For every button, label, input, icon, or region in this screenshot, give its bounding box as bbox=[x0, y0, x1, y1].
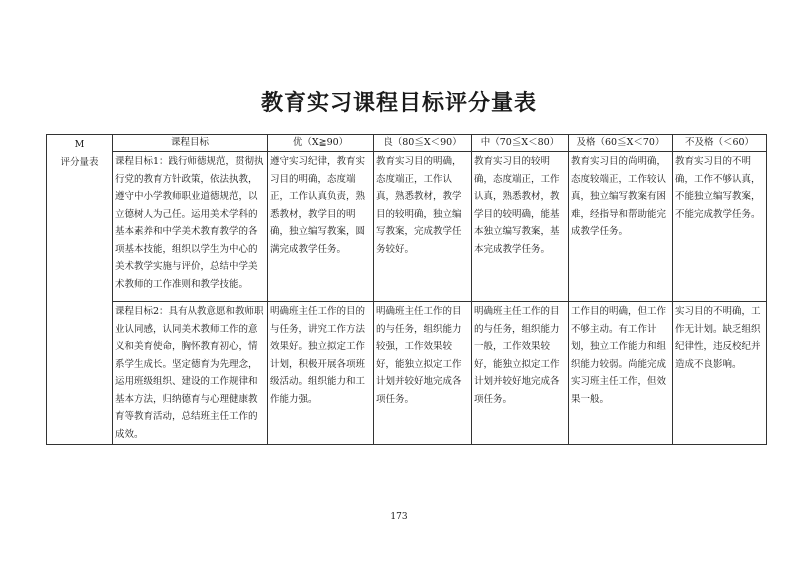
pass-cell: 工作目的明确，但工作不够主动。有工作计划，独立工作能力和组织能力较弱。尚能完成实习班主任工作，但效果一般。 bbox=[569, 302, 673, 445]
fair-cell: 明确班主任工作的目的与任务，组织能力一般，工作效果较好，能独立拟定工作计划并较好地完成各项任务。 bbox=[472, 302, 569, 445]
side-label-code: M bbox=[74, 139, 85, 150]
rubric-table bbox=[46, 134, 767, 445]
header-fair: 中（70≦X＜80） bbox=[472, 135, 569, 152]
objective-cell: 课程目标1：践行师德规范，贯彻执行党的教育方针政策，依法执教，遵守中小学教师职业道德规范，以立德树人为己任。运用美术学科的基本素养和中学美术教育教学的各项基本技能，组织以学生为中心的美术教学实施与评价，总结中学美术教师的工作准则和教学技能。 bbox=[113, 152, 268, 302]
excellent-cell: 遵守实习纪律，教育实习目的明确，态度端正，工作认真负责，熟悉教材，教学目的明确，独立编写教案，圆满完成教学任务。 bbox=[268, 152, 374, 302]
objective-cell: 课程目标2：具有从教意愿和教师职业认同感，认同美术教师工作的意义和美育使命，胸怀教育初心，情系学生成长。坚定德育为先理念，运用班级组织、建设的工作规律和基本方法，归纳德育与心理健康教育等教育活动，总结班主任工作的成效。 bbox=[113, 302, 268, 445]
fail-cell: 实习目的不明确，工作无计划。缺乏组织纪律性，违反校纪并造成不良影响。 bbox=[673, 302, 767, 445]
side-label-text: 评分量表 bbox=[60, 156, 99, 168]
side-label-cell bbox=[47, 135, 113, 445]
header-fail: 不及格（＜60） bbox=[673, 135, 767, 152]
table-row bbox=[47, 302, 767, 445]
table-row bbox=[47, 152, 767, 302]
header-good: 良（80≦X＜90） bbox=[374, 135, 472, 152]
page-number: 173 bbox=[390, 512, 408, 522]
fail-cell: 教育实习目的不明确，工作不够认真，不能独立编写教案，不能完成教学任务。 bbox=[673, 152, 767, 302]
page-title: 教育实习课程目标评分量表 bbox=[260, 90, 537, 116]
fair-cell: 教育实习目的较明确，态度端正，工作认真，熟悉教材，教学目的较明确，能基本独立编写教案，基本完成教学任务。 bbox=[472, 152, 569, 302]
header-pass: 及格（60≦X＜70） bbox=[569, 135, 673, 152]
table-header-row bbox=[47, 135, 767, 152]
pass-cell: 教育实习目的尚明确，态度较端正，工作较认真，独立编写教案有困难，经指导和帮助能完成教学任务。 bbox=[569, 152, 673, 302]
header-objective: 课程目标 bbox=[113, 135, 268, 152]
header-excellent: 优（X≧90） bbox=[268, 135, 374, 152]
good-cell: 明确班主任工作的目的与任务，组织能力较强，工作效果较好，能独立拟定工作计划并较好地完成各项任务。 bbox=[374, 302, 472, 445]
excellent-cell: 明确班主任工作的目的与任务，讲究工作方法效果好。独立拟定工作计划，积极开展各项班级活动。组织能力和工作能力强。 bbox=[268, 302, 374, 445]
good-cell: 教育实习目的明确，态度端正，工作认真，熟悉教材，教学目的较明确，独立编写教案，完成教学任务较好。 bbox=[374, 152, 472, 302]
